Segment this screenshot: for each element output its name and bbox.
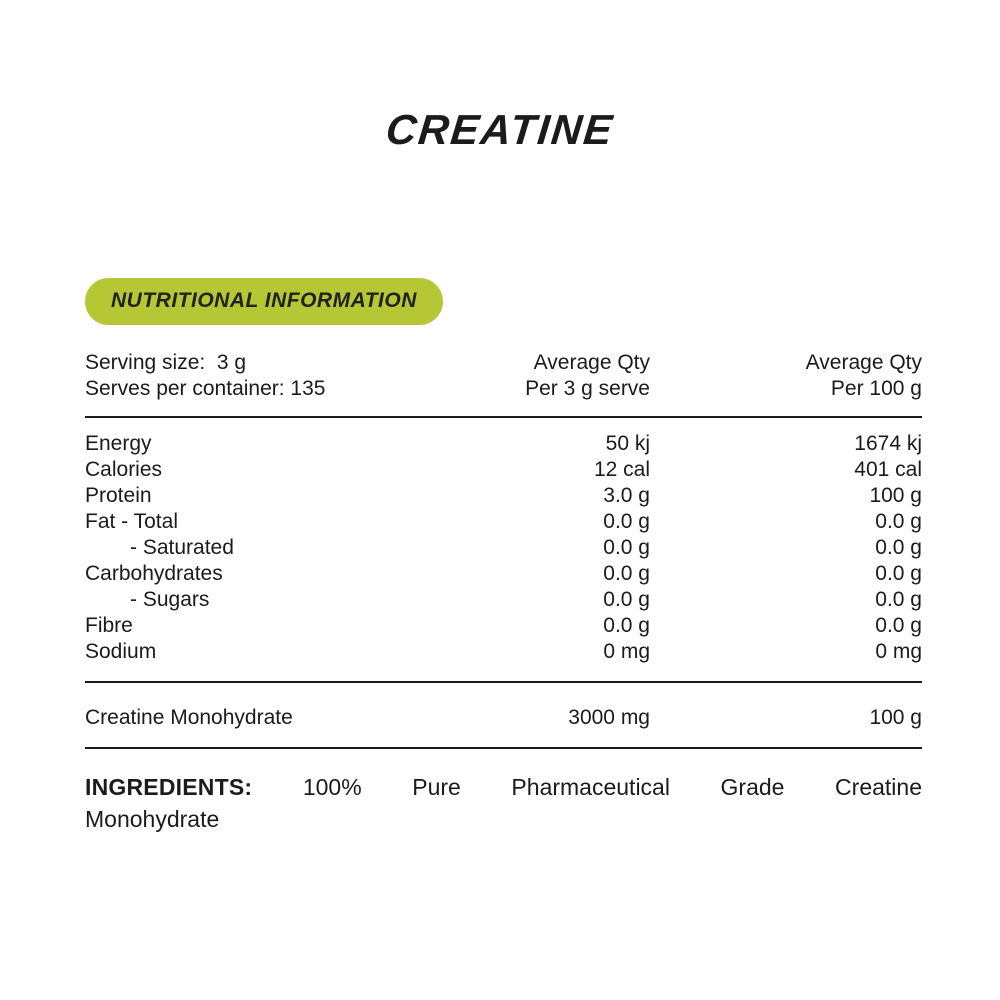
- nutrient-per-100g: 401 cal: [854, 458, 922, 481]
- nutrient-per-serve: 0.0 g: [603, 614, 650, 637]
- nutrient-per-100g: 0.0 g: [875, 588, 922, 611]
- nutrient-label: - Sugars: [130, 588, 210, 611]
- serves-per-container: Serves per container: 135: [85, 377, 326, 400]
- divider-middle: [85, 681, 922, 683]
- nutrient-per-serve: 0.0 g: [603, 536, 650, 559]
- nutrient-label: Carbohydrates: [85, 562, 223, 585]
- nutrient-per-serve: 0.0 g: [603, 510, 650, 533]
- nutrient-label: - Saturated: [130, 536, 234, 559]
- nutrient-per-100g: 0.0 g: [875, 536, 922, 559]
- nutrient-label: Creatine Monohydrate: [85, 706, 293, 729]
- table-row: [85, 561, 922, 587]
- nutrient-label: Calories: [85, 458, 163, 481]
- nutrient-per-serve: 50 kj: [605, 432, 650, 455]
- ingredients-label: INGREDIENTS:: [85, 774, 253, 800]
- nutritional-information-badge: NUTRITIONAL INFORMATION: [85, 278, 443, 325]
- ingredients-text: 100% Pure Pharmaceutical Grade Creatine: [302, 774, 922, 800]
- divider-top: [85, 416, 922, 418]
- column-header-per-100g: Average Qty Per 100 g: [805, 351, 922, 400]
- table-row: [85, 613, 922, 639]
- nutrient-per-100g: 0.0 g: [875, 614, 922, 637]
- creatine-monohydrate-row: [85, 705, 922, 731]
- column-header-per-serve: Average Qty Per 3 g serve: [525, 351, 650, 400]
- table-header: [85, 350, 922, 402]
- nutrient-per-100g: 100 g: [869, 484, 922, 507]
- nutrient-per-100g: 0.0 g: [875, 562, 922, 585]
- table-row: [85, 509, 922, 535]
- table-row: [85, 483, 922, 509]
- nutrient-per-100g: 100 g: [869, 706, 922, 729]
- label-content: [85, 154, 922, 835]
- nutrient-per-serve: 0 mg: [603, 640, 650, 663]
- nutrient-label: Sodium: [85, 640, 157, 663]
- nutrient-per-serve: 3000 mg: [568, 706, 650, 729]
- divider-bottom: [85, 747, 922, 749]
- nutrient-label: Energy: [85, 432, 152, 455]
- table-row: [85, 431, 922, 457]
- nutrient-label: Fat - Total: [85, 510, 178, 533]
- table-row: [85, 587, 922, 613]
- nutrient-per-serve: 3.0 g: [603, 484, 650, 507]
- nutrient-label: Protein: [85, 484, 152, 507]
- nutrient-per-100g: 0.0 g: [875, 510, 922, 533]
- nutrient-rows: [85, 431, 922, 665]
- table-row: [85, 457, 922, 483]
- ingredients-line1: [85, 771, 922, 803]
- nutrient-per-100g: 1674 kj: [854, 432, 922, 455]
- nutrient-per-serve: 12 cal: [593, 458, 650, 481]
- nutrient-per-serve: 0.0 g: [603, 562, 650, 585]
- nutrient-per-100g: 0 mg: [875, 640, 922, 663]
- nutrient-label: Fibre: [85, 614, 133, 637]
- table-row: [85, 535, 922, 561]
- ingredients-line2: Monohydrate: [85, 806, 220, 832]
- ingredients-section: [85, 771, 922, 835]
- nutrient-per-serve: 0.0 g: [603, 588, 650, 611]
- serving-info: [85, 350, 500, 402]
- serving-size: Serving size: 3 g: [85, 351, 247, 374]
- table-row: [85, 639, 922, 665]
- product-title: CREATINE: [383, 106, 617, 153]
